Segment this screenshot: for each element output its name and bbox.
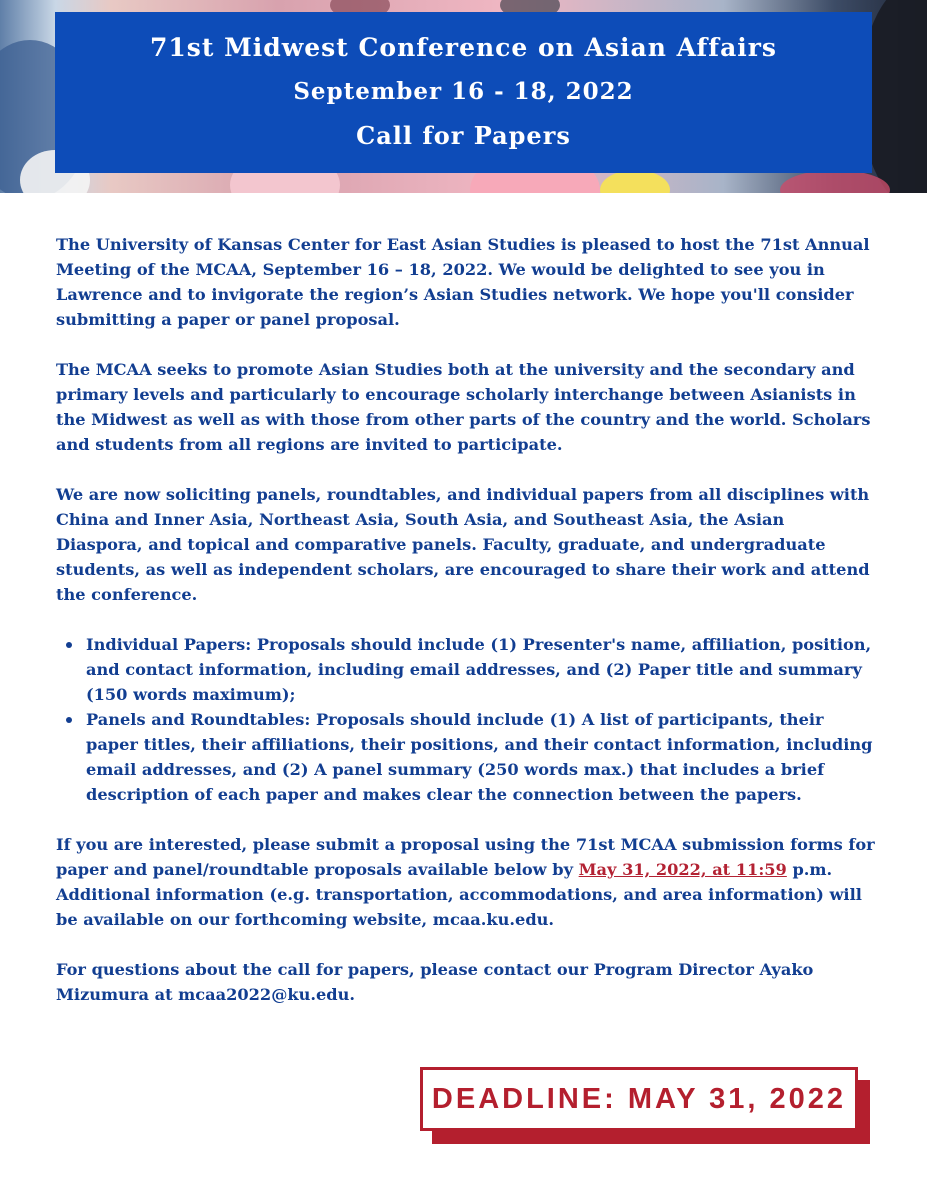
intro-paragraph: The University of Kansas Center for East Asian Studies is pleased to host the 71st Annual Meeting of the MCAA, September 16 – 18, 2022. We would be delighted to see you in Lawrence and to invigorate the region’s Asian Studies network. We hope you'll consider submitting a paper or panel proposal. xyxy=(56,235,870,329)
proposal-requirements-list xyxy=(86,632,876,807)
mission-paragraph: The MCAA seeks to promote Asian Studies both at the university and the secondary and primary levels and particularly to encourage scholarly interchange between Asianists in the Midwest as well as with those from other parts of the country and the world. Scholars and students from all regions are invited to participate. xyxy=(56,360,871,454)
call-for-papers-heading: Call for Papers xyxy=(356,120,571,150)
conference-title: 71st Midwest Conference on Asian Affairs xyxy=(149,32,778,62)
list-item-panels-roundtables: Panels and Roundtables: Proposals should include (1) A list of participants, their paper titles, their affiliations, their positions, and their contact information, including email addresses, and (2) A panel summary (250 words max.) that includes a brief description of each paper and makes clear the connection between the papers. xyxy=(86,707,876,807)
conference-dates: September 16 - 18, 2022 xyxy=(293,77,634,105)
announcement-body xyxy=(56,232,876,1032)
solicitation-paragraph: We are now soliciting panels, roundtables, and individual papers from all disciplines with China and Inner Asia, Northeast Asia, South Asia, and Southeast Asia, the Asian Diaspora, and topical and comparative panels. Faculty, graduate, and undergraduate students, as well as independent scholars, are encouraged to share their work and attend the conference. xyxy=(56,485,870,604)
deadline-badge xyxy=(420,1067,858,1131)
artwork-shape xyxy=(600,170,670,193)
submission-text-start: If you are interested, please submit a proposal using the 71st MCAA submission forms for paper and panel/roundtable proposals available below by xyxy=(56,835,875,879)
title-box xyxy=(55,12,872,173)
submission-paragraph xyxy=(56,832,876,932)
header-banner-artwork xyxy=(0,0,927,193)
deadline-label: DEADLINE: MAY 31, 2022 xyxy=(431,1082,847,1115)
submission-text-end: p.m. Additional information (e.g. transportation, accommodations, and area information) will be available on our forthcoming website, mcaa.ku.edu. xyxy=(56,860,862,929)
artwork-shape xyxy=(780,170,890,193)
contact-paragraph: For questions about the call for papers, please contact our Program Director Ayako Mizumura at mcaa2022@ku.edu. xyxy=(56,960,814,1004)
deadline-link[interactable]: May 31, 2022, at 11:59 xyxy=(578,860,787,879)
list-item-individual-papers: Individual Papers: Proposals should include (1) Presenter's name, affiliation, position, and contact information, including email addresses, and (2) Paper title and summary (150 words maximum); xyxy=(86,632,876,707)
